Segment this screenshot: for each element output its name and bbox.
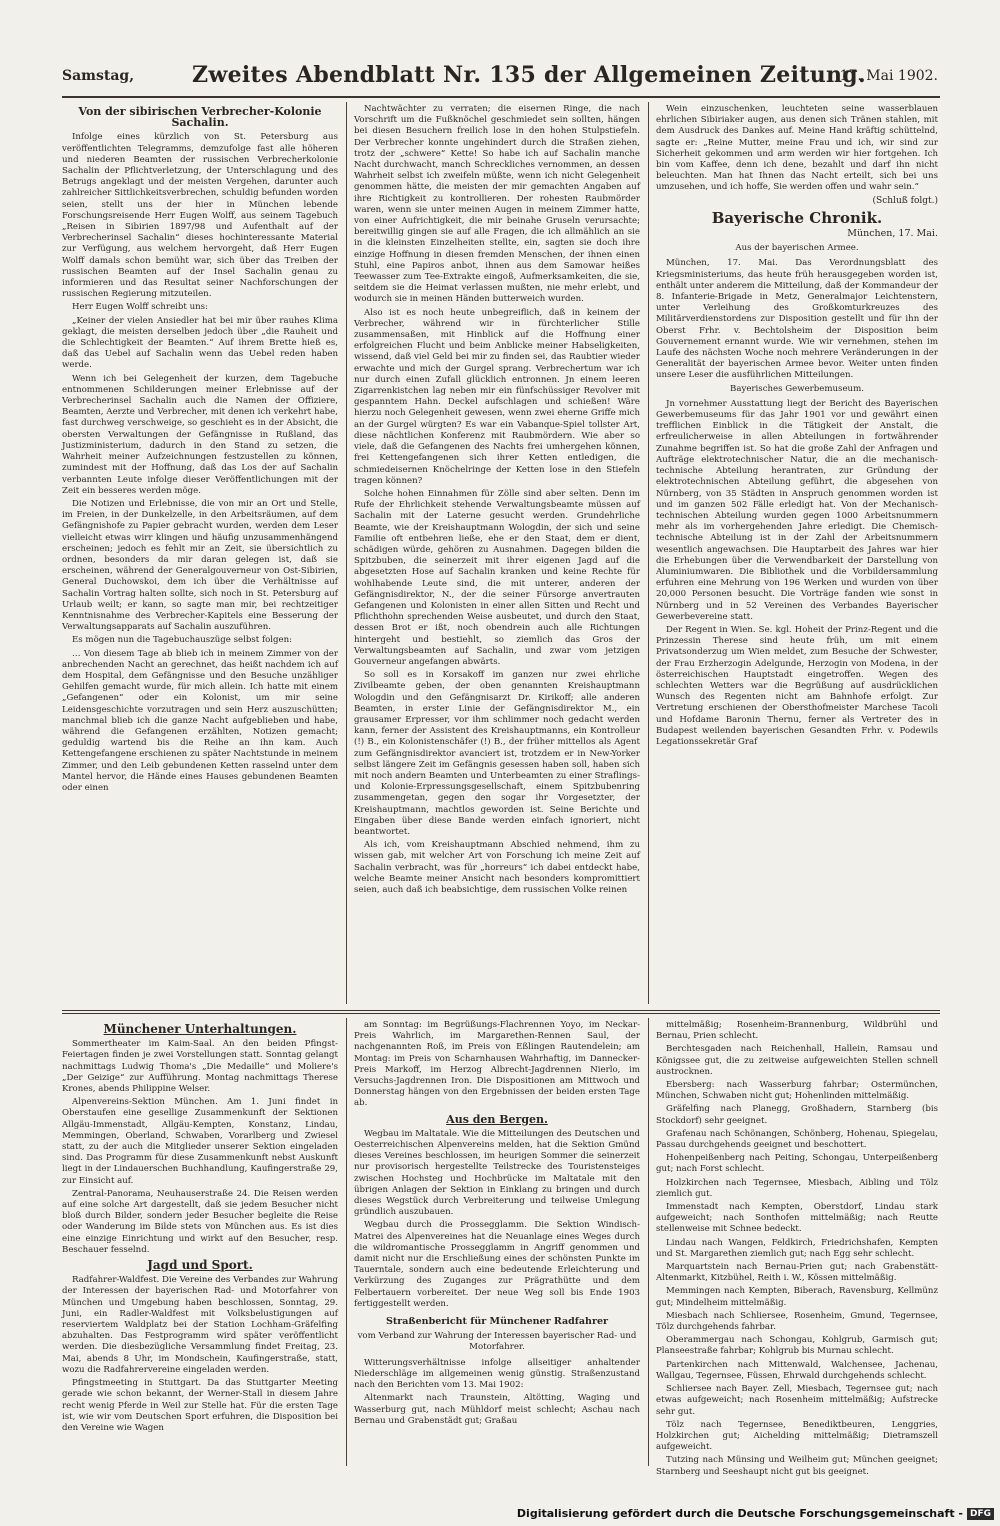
- dfg-logo: DFG: [967, 1508, 994, 1520]
- article-paragraph: Wegbau im Maltatale. Wie die Mitteilungen des Deutschen und Oesterreichischen Alpenvereins melden, hat die Sektion Gmünd dieses Vereines beschlossen, im heurigen Sommer die seinerzeit nur provisorisch hergestellte Teilstrecke des Touristensteiges zwischen Hochsteg und Hochbrücke im Maltatale mit den übrigen Anlagen der Sektion in Einklang zu bringen und durch dieses Wegstück durch Verbreiterung und teilweise Umlegung gründlich auszubauen.: [354, 1128, 641, 1218]
- subheading: vom Verband zur Wahrung der Interessen bayerischer Rad- und Motorfahrer.: [357, 1331, 637, 1353]
- article-paragraph: … Von diesem Tage ab blieb ich in meinem Zimmer von der anbrechenden Nacht an gerechnet, das heißt nachdem ich auf dem Hospital, dem Gefängnisse und den Besuche unzähliger Gehilfen gemacht wurde, für mich allein. Ich hatte mit einem „Gefangenen“ oder ein Kolonist, um mir seine Leidensgeschichte vorzutragen und sein Herz auszuschütten; manchmal blieb ich die ganze Nacht aufgeblieben und habe, während die Gefangenen erzählten, Notizen gemacht; geduldig wartend bis die Reihe an ihn kam. Auch Kettengefangene erschienen zu später Nachtstunde in meinem Zimmer, und den Leib gebundenen Ketten rasselnd unter dem Mantel hervor, die Hände eines Hauses gebundenen Beamten oder einen: [62, 648, 338, 793]
- masthead: [62, 62, 938, 92]
- column-lower-right: [656, 1020, 938, 1477]
- article-paragraph: Altenmarkt nach Traunstein, Altötting, Waging und Wasserburg gut, nach Mühldorf meist schlecht; Aschau nach Bernau und Grabenstädt gut; Graßau: [354, 1393, 640, 1426]
- dateline: München, 17. Mai.: [847, 228, 938, 240]
- article-paragraph: Infolge eines kürzlich von St. Petersburg aus veröffentlichten Telegramms, demzufolge fast alle höheren und niederen Beamten der russischen Verbrecherkolonie Sachalin der Pflichtverletzung, der Unterschlagung und des Betrugs angeklagt und der meisten Vergehen, darunter auch zahlreicher Sittlichkeitsverbrechen, schuldig befunden worden seien, stellt uns der hier in München lebende Forschungsreisende Herr Eugen Wolff, aus seinem Tagebuch „Reisen in Sibirien 1897/98 und Aufenthalt auf der Verbrecherinsel Sachalin“ dieses hochinteressante Material zur Verfügung, aus welchem hervorgeht, daß Herr Eugen Wolff damals schon bemüht war, sich über das Treiben der russischen Beamten auf der Insel Sachalin genau zu informieren und das Resultat seiner Nachforschungen der russischen Regierung mitzuteilen.: [62, 132, 338, 300]
- column-divider: [648, 1018, 649, 1466]
- column-divider: [648, 102, 649, 1004]
- article-paragraph: Zentral-Panorama, Neuhauserstraße 24. Die Reisen werden auf eine solche Art dargestellt, daß sie jedem Besucher nicht bloß durch Bilder, sondern jeder Besucher begleite die Reise oder Wanderung im Bilde stets von München aus. Es ist dies eine einzige Einrichtung und wirkt auf den Besucher, resp. Beschauer fesselnd.: [62, 1188, 338, 1255]
- article-paragraph: „Keiner der vielen Ansiedler hat bei mir über rauhes Klima geklagt, die meisten derselben jedoch über „die Rauheit und die Schlechtigkeit der Beamten.“ Auf ihrem Brette hieß es, daß das Uebel auf Sachalin wenn das Uebel reden haben werde.: [62, 315, 338, 371]
- article-paragraph: Pfingstmeeting in Stuttgart. Da das Stuttgarter Meeting gerade wie schon bekannt, der Werner-Stall in diesem Jahre recht wenig Pferde in Weil zur Stelle hat. Für die ersten Tage ist, wie wir vom Deutschen Sport erfuhren, die Disposition bei den Vereine wie Wagen: [62, 1378, 338, 1433]
- article-sachalin-col2: [354, 104, 640, 1004]
- section-title: Jagd und Sport.: [147, 1258, 253, 1273]
- article-paragraph: Wein einzuschenken, leuchteten seine wasserblauen ehrlichen Sibiriaker augen, aus denen sich Tränen stahlen, mit dem Ausdruck des Dankes auf. Meine Hand kräftig schüttelnd, sagte er: „Reine Mutter, meine Frau und ich, wir sind zur Sicherheit gekommen und arm werden wir hier fortgehen. Ich bin vom Kaffee, denn ich dene, bezahlt und darf ihn nicht beleuchten. Man hat Ihnen das Nacht erteilt, sich bei uns umzusehen, und ich hoffe, Sie werden offen und wahr sein.“: [656, 104, 938, 193]
- section-rule: [62, 1013, 940, 1014]
- column-lower-left: [62, 1020, 338, 1465]
- article-paragraph: Radfahrer-Waldfest. Die Vereine des Verbandes zur Wahrung der Interessen der bayerischen Rad- und Motorfahrer von München und Umgebung haben beschlossen, Sonntag, 29. Juni, ein Radler-Waldfest mit Volksbelustigungen auf reserviertem Waldplatz bei der Station Lochham-Gräfelfing abzuhalten. Das Festprogramm wird später veröffentlicht werden. Die diesbezügliche Versammlung findet Freitag, 23. Mai, abends 8 Uhr, im Mondschein, Kaufingerstraße, statt, wozu die Radfahrervereine eingeladen werden.: [62, 1275, 338, 1375]
- article-paragraph: Also ist es noch heute unbegreiflich, daß in keinem der Verbrecher, während wir in fürchterlicher Stille zusammensaßen, mit Hinblick auf die Hoffnung einer erfolgreichen Flucht und beim Anblicke meiner Habseligkeiten, wissend, daß viel Geld bei mir zu finden sei, das Raubtier wieder erwachte und mich der Gurgel sprang. Verbrechertum war ich nur durch einen Zufall glücklich entronnen. Jn einem leeren Zigarrenkistchen lag neben mir ein fünfschüssiger Revolver mit gespanntem Hahn. Deckel aufschlagen und schießen! Wäre hierzu noch Gelegenheit gewesen, wenn zwei eherne Griffe mich an der Gurgel würgten? Es war ein Vabanque-Spiel tollster Art, diese nächtlichen Konferenz mit Raubmördern. Wie aber so viele, daß die Gefangenen des Nachts frei umhergehen können, frei Kettengefangenen sich ihrer Ketten entledigen, die schmiedeisernen Knöchelringe der Ketten lose in den Stiefeln tragen können?: [354, 307, 640, 486]
- article-paragraph: Es mögen nun die Tagebuchauszüge selbst folgen:: [72, 635, 293, 646]
- article-sachalin-col1: [62, 104, 338, 1004]
- article-paragraph: Sommertheater im Kaim-Saal. An den beiden Pfingst-Feiertagen finden je zwei Vorstellungen statt. Sonntag gelangt nachmittags Ludwig Thoma's „Die Medaille“ und Moliere's „Der Geizige“ zur Aufführung. Montag nachmittags Therese Krones, abends Philippine Welser.: [62, 1039, 338, 1095]
- digitization-footer: [517, 1507, 994, 1520]
- road-report-entry: Memmingen nach Kempten, Biberach, Ravensburg, Kellmünz gut; Mindelheim mittelmäßig.: [656, 1286, 938, 1308]
- article-paragraph: Solche hohen Einnahmen für Zölle sind aber selten. Denn im Rufe der Ehrlichkeit stehende Verwaltungsbeamte müssen auf Sachalin mit der Laterne gesucht werden. Grundehrliche Beamte, wie der Kreishauptmann Wologdin, der sich und seine Familie oft entbehren ließe, ehe er den Staat, dem er dient, schädigen würde, gehören zu Ausnahmen. Dagegen bilden die Spitzbuben, die seinerzeit mit ihrer eigenen Jagd auf die abgesetzten Hose auf Sachalin kranken und keine Rechte für wohlhabende Leute sind, die mit unterer, anderen der Gefängnisdirektor, N., der die seiner Fürsorge anvertrauten Gefangenen und Kolonisten in einer allen Sitten und Recht und Pflichthohn sprechenden Weise ausbeutet, und durch den Staat, dessen Brot er ißt, noch obendrein auch alle Richtungen hintergeht und bestiehlt, so ziemlich das Gros der Verwaltungsbeamten auf Sachalin, und zwar vom jetzigen Gouverneur angefangen abwärts.: [354, 488, 640, 667]
- subheading: Bayerisches Gewerbemuseum.: [730, 383, 864, 394]
- article-paragraph: am Sonntag: im Begrüßungs-Flachrennen Yoyo, im Neckar-Preis Wahrlich, im Margarethen-Rennen Saul, der nachgenannten Roß, im Preis von Eßlingen Rautendelein; am Montag: im Preis von Scharnhausen Wahrhaftig, im Dannecker-Preis Markoff, im Herzog Albrecht-Jagdrennen Nierlo, im Versuchs-Jagdrennen Iron. Die Dispositionen am Mittwoch und Donnerstag hängen von den Ergebnissen der beiden ersten Tage ab.: [354, 1020, 640, 1109]
- section-title: Aus den Bergen.: [446, 1112, 548, 1126]
- road-report-entry: Schliersee nach Bayer. Zell, Miesbach, Tegernsee gut; nach etwas aufgeweicht; nach Rosenheim mittelmäßig; Aufstrecke sehr gut.: [656, 1384, 938, 1417]
- road-report-entry: Berchtesgaden nach Reichenhall, Hallein, Ramsau und Königssee gut, die zu zeitweise aufgeweichten Stellen schnell austrocknen.: [656, 1044, 938, 1077]
- article-paragraph: Die Notizen und Erlebnisse, die von mir an Ort und Stelle, im Freien, in der Dunkelzelle, in den Arbeitsräumen, auf dem Gefängnishofe zu Papier gebracht wurden, werden dem Leser vielleicht etwas wirr klingen und häufig unzusammenhängend erscheinen; jedoch es fehlt mir an Zeit, sie übersichtlich zu ordnen, besonders da mir daran gelegen ist, daß sie erscheinen, während der Generalgouverneur von Ost-Sibirien, General Duchowskoi, dem ich über die Verhältnisse auf Sachalin Vortrag halten sollte, sich noch in St. Petersburg auf Urlaub weilt; er kann, so sagte man mir, bei rechtzeitiger Kenntnisnahme des Verbrecher-Kapitels eine Besserung der Verwaltungsapparats auf Sachalin auszuführen.: [62, 498, 338, 633]
- column-divider: [346, 102, 347, 1004]
- masthead-title: Zweites Abendblatt Nr. 135 der Allgemeinen Zeitung.: [192, 62, 866, 88]
- article-paragraph: Alpenvereins-Sektion München. Am 1. Juni findet in Oberstaufen eine gesellige Zusammenkunft der Sektionen Allgäu-Immenstadt, Allgäu-Kempten, Konstanz, Lindau, Memmingen, Oberland, Schwaben, Vorarlberg und Zwiesel statt, zu der auch die Mitglieder unserer Sektion eingeladen sind. Das Programm für diese Zusammenkunft nebst Auskunft liegt in der Lindauerschen Buchhandlung, Kaufingerstraße 29, zur Einsicht auf.: [62, 1097, 338, 1186]
- road-report-entry: Hohenpeißenberg nach Peiting, Schongau, Unterpeißenberg gut; nach Forst schlecht.: [656, 1153, 938, 1175]
- article-paragraph: Der Regent in Wien. Se. kgl. Hoheit der Prinz-Regent und die Prinzessin Therese sind heute früh, um mit einem Privatsonderzug um Wien meldet, zum Besuche der Schwester, der Frau Erzherzogin Adelgunde, Herzogin von Modena, in der österreichischen Hauptstadt eingetroffen. Wegen des schlechten Wetters war die Begrüßung auf ausdrücklichen Wunsch des Regenten nicht am Bahnhofe erfolgt. Zur Vertretung erschienen der Obersthofmeister Marchese Tacoli und Hofdame Baronin Thernu, ferner als Vertreter des in Budapest weilenden bayerischen Gesandten Frhr. v. Podewils Legationssekretär Graf: [656, 624, 938, 747]
- section-title: Straßenbericht für Münchener Radfahrer: [385, 1316, 609, 1328]
- article-paragraph: Jn vornehmer Ausstattung liegt der Bericht des Bayerischen Gewerbemuseums für das Jahr 1901 vor und gewährt einen trefflichen Einblick in die Tätigkeit der Anstalt, die erfreulicherweise in allen Abteilungen in fortwährender Zunahme begriffen ist. So hat die große Zahl der Anfragen und Aufträge elektrotechnischer Natur, die an die mechanisch-technische Abteilung herantraten, zur Gründung der elektrotechnischen Abteilung geführt, die abgesehen von Nürnberg, von 35 Städten in Anspruch genommen worden ist und im ganzen 502 Fälle erledigt hat. Von der Mechanisch-technischen Abteilung wurden gegen 1000 Arbeitsnummern mehr als im vorhergehenden Jahre erledigt. Die Chemisch-technische Abteilung ist in der Zahl der Arbeitsnummern wesentlich angewachsen. Die Hauptarbeit des Jahres war hier die Erhebungen über die Verwendbarkeit der Darstellung von Aluminiumwaren. Die Bibliothek und die Vorbildersammlung erfuhren eine Mehrung von 196 Werken und wurden von über 20,000 Personen besucht. Die Vorträge fanden wie sonst in Nürnberg und in 52 Vereinen des Verbandes Bayerischer Gewerbevereine statt.: [656, 398, 938, 622]
- article-paragraph: Herr Eugen Wolff schreibt uns:: [72, 302, 208, 313]
- road-report-entry: Partenkirchen nach Mittenwald, Walchensee, Jachenau, Wallgau, Tegernsee, Füssen, Ehrwald durchgehends schlecht.: [656, 1359, 938, 1381]
- article-paragraph: So soll es in Korsakoff im ganzen nur zwei ehrliche Zivilbeamte geben, der oben genannten Kreishauptmann Wologdin und den Gefängnisarzt Dr. Kirikoff; alle anderen Beamten, in erster Linie der Gefängnisdirektor M., ein grausamer Erpresser, vor ihm schlimmer noch gedacht werden kann, ferner der Assistent des Kreishauptmanns, ein Kontrolleur (!) B., ein Kolonistenschäfer (!) B., der früher mittellos als Agent zum Gefängnisdirektor avanciert ist, trotzdem er in New-Yorker selbst längere Zeit im Gefängnis gesessen haben soll, haben sich mit noch andern Beamten und Unterbeamten zu einer Straflings- und Kolonie-Erpressungsgesellschaft, einem Spitzbubenring zusammengetan, gegen den sogar ihr Vorgesetzter, der Kreishauptmann, machtlos geworden ist. Seine Berichte und Eingaben über diese Bande werden einfach ignoriert, nicht beantwortet.: [354, 670, 640, 837]
- section-title: Bayerische Chronik.: [711, 208, 883, 227]
- road-report-entry: Lindau nach Wangen, Feldkirch, Friedrichshafen, Kempten und St. Margarethen ziemlich gut; nach Egg sehr schlecht.: [656, 1237, 938, 1259]
- article-paragraph: Als ich, vom Kreishauptmann Abschied nehmend, ihm zu wissen gab, mit welcher Art von Forschung ich meine Zeit auf Sachalin verbracht, was für „horreurs“ ich dabei entdeckt habe, welche Beamte meiner Ansicht nach besonders kompromittiert seien, auch daß ich beabsichtige, dem russischen Volke reinen: [354, 840, 640, 896]
- continuation-note: (Schluß folgt.): [872, 195, 938, 206]
- road-report-entry: Holzkirchen nach Tegernsee, Miesbach, Aibling und Tölz ziemlich gut.: [656, 1177, 938, 1199]
- road-report-entry: Immenstadt nach Kempten, Oberstdorf, Lindau stark aufgeweicht; nach Sonthofen mittelmäßig; nach Reutte stellenweise mit Schnee bedeckt.: [656, 1202, 938, 1235]
- road-report-entry: Oberammergau nach Schongau, Kohlgrub, Garmisch gut; Planseestraße fahrbar; Kohlgrub bis Murnau schlecht.: [656, 1335, 938, 1357]
- road-report-entry: Tölz nach Tegernsee, Benediktbeuren, Lenggries, Holzkirchen gut; Aichelding mittelmäßig; Dietramszell aufgeweicht.: [656, 1419, 938, 1453]
- masthead-rule: [62, 96, 940, 98]
- article-paragraph: Nachtwächter zu verraten; die eisernen Ringe, die nach Vorschrift um die Fußknöchel geschmiedet sein sollten, hängen bei diesen Besuchern freilich lose in den hohen Stulpstiefeln. Der Verbrecher konnte ungehindert durch die Straßen ziehen, trotz der „schwere“ Kette! So habe ich auf Sachalin manche Nacht durchwacht, manch Schreckliches vernommen, an dessen Wahrheit selbst ich zweifeln müßte, wenn ich nicht Gelegenheit genommen hätte, die meisten der mir gemachten Angaben auf ihre Richtigkeit zu kontrollieren. Der rohesten Raubmörder waren, wenn sie unter meinen Augen in meinem Zimmer hatte, von einer Aufrichtigkeit, die mir beinahe Gruseln verursachte; bereitwillig gingen sie auf alle Fragen, die ich allmählich an sie in die kleinsten Einzelheiten stellte, ein, sagten sie doch ihre einzige Hoffnung in diesen fremden Menschen, der ihnen einen Stuhl, eine Papiros anbot, ihnen aus dem Samowar heißes Teewasser zum Tee-Extrakte eingoß, Aufmerksamkeiten, die sie, seitdem sie die Heimat verlassen mußten, nie mehr erlebt, und wodurch sie in meinen Händen butterweich wurden.: [354, 104, 640, 305]
- road-report-entry: Ebersberg: nach Wasserburg fahrbar; Ostermünchen, München, Schwaben nicht gut; Hohenlinden mittelmäßig.: [656, 1080, 938, 1102]
- footer-text: Digitalisierung gefördert durch die Deutsche Forschungsgemeinschaft -: [516, 1507, 963, 1520]
- road-report-entry: mittelmäßig; Rosenheim-Brannenburg, Wildbrühl und Bernau, Prien schlecht.: [656, 1020, 938, 1042]
- road-report-entry: Marquartstein nach Bernau-Prien gut; nach Grabenstätt-Altenmarkt, Kitzbühel, Reith i. W., Kössen mittelmäßig.: [656, 1262, 938, 1284]
- article-paragraph: München, 17. Mai. Das Verordnungsblatt des Kriegsministeriums, das heute früh herausgegeben worden ist, enthält unter anderem die Mitteilung, daß der Kommandeur der 8. Infanterie-Brigade in Metz, Generalmajor Leichtenstern, unter Verleihung des Großkomturkreuzes des Militärverdienstordens zur Disposition gestellt und für ihn der Oberst Frhr. v. Bechtolsheim der Disposition beim Gouvernement ernannt wurde. Wie wir vernehmen, stehen im Laufe des nächsten Woche noch mehrere Veränderungen in der Generalität der bayerischen Armee bevor. Weiter unten finden unsere Leser die ausführlichen Mitteilungen.: [656, 258, 938, 381]
- column-divider: [346, 1018, 347, 1466]
- article-paragraph: Witterungsverhältnisse infolge allseitiger anhaltender Niederschläge im allgemeinen wenig günstig. Straßenzustand nach den Berichten vom 13. Mai 1902:: [354, 1357, 640, 1391]
- column-right-upper: [656, 104, 938, 1004]
- road-report-entry: Gräfelfing nach Planegg, Großhadern, Starnberg (bis Stockdorf) sehr geeignet.: [656, 1104, 938, 1126]
- road-report-entry: Tutzing nach Münsing und Weilheim gut; München geeignet; Starnberg und Seeshaupt nicht gut bis geeignet.: [656, 1455, 938, 1477]
- section-title: Münchener Unterhaltungen.: [103, 1022, 297, 1036]
- section-rule: [62, 1010, 940, 1011]
- article-paragraph: Wegbau durch die Prossegglamm. Die Sektion Windisch-Matrei des Alpenvereines hat die Neuanlage eines Weges durch die wildromantische Prossegglamm in Angriff genommen und damit nicht nur die Erschließung eines der schönsten Punkte im Tauerntale, sondern auch eine bedeutende Erleichterung und Verkürzung des Zuganges zur Prägrathütte und dem Felbertauern vorbereitet. Der neue Weg soll bis Ende 1903 fertiggestellt werden.: [354, 1220, 640, 1309]
- column-lower-middle: [354, 1020, 640, 1465]
- road-report-entry: Miesbach nach Schliersee, Rosenheim, Gmund, Tegernsee, Tölz durchgehends fahrbar.: [656, 1310, 938, 1333]
- article-title: Von der sibirischen Verbrecher-Kolonie Sachalin.: [78, 105, 322, 130]
- article-paragraph: Wenn ich bei Gelegenheit der kurzen, dem Tagebuche entnommenen Schilderungen meiner Erlebnisse auf der Verbrecherinsel Sachalin auch die Namen der Offiziere, Beamten, Aerzte und Verbrecher, mit denen ich verkehrt habe, fast durchweg verschweige, so geschieht es in der Absicht, die obersten Verwaltungen der Gefängnisse in Rußland, das Justizministerium, dadurch in den Stand zu setzen, die Wahrheit meiner Aufzeichnungen festzustellen zu können, zumindest mit der Hoffnung, daß das Los der auf Sachalin verbannten Leute infolge dieser Veröffentlichungen mit der Zeit ein besseres werden möge.: [62, 373, 338, 496]
- road-report-entry: Grafenau nach Schönangen, Schönberg, Hohenau, Spiegelau, Passau durchgehends geeignet und beschottert.: [656, 1128, 938, 1151]
- masthead-date: 17. Mai 1902.: [839, 68, 938, 84]
- masthead-day: Samstag,: [62, 68, 135, 84]
- subheading: Aus der bayerischen Armee.: [735, 243, 859, 254]
